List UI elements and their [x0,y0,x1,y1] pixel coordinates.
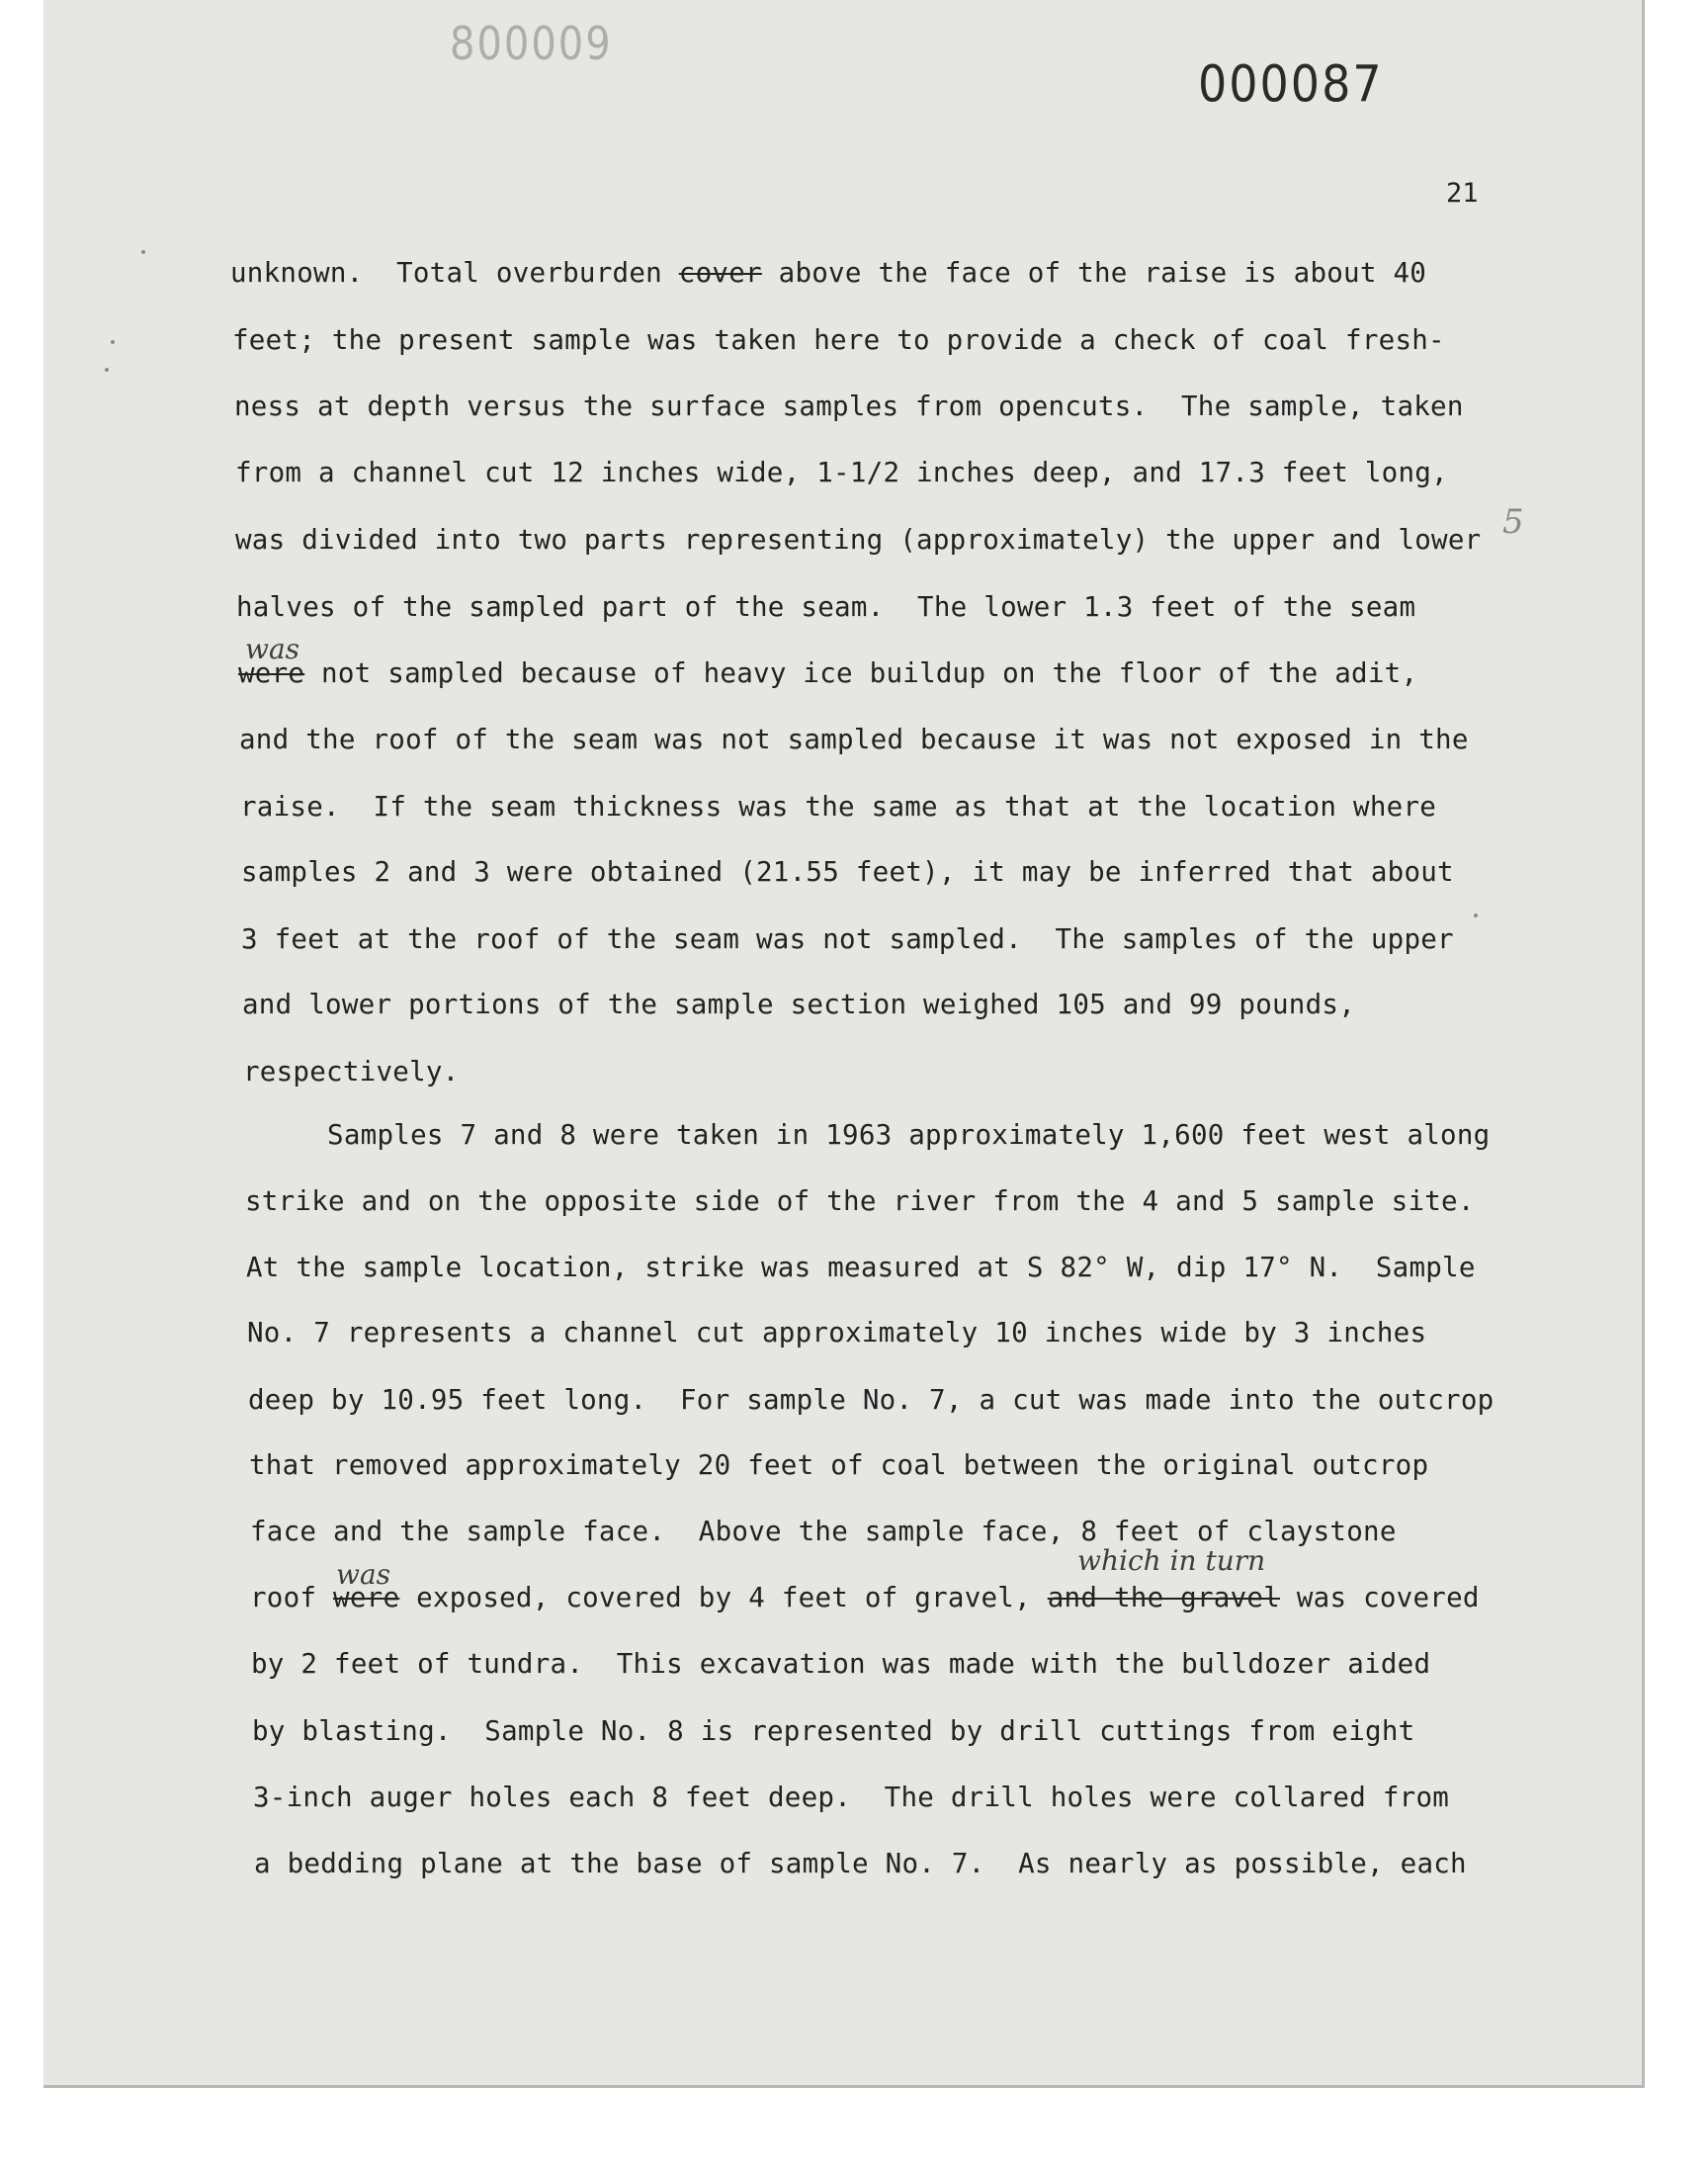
text-segment: unknown. Total overburden [230,257,679,289]
text-line-1 [230,257,1426,289]
text-line-10: samples 2 and 3 were obtained (21.55 feet), it may be inferred that about [241,856,1454,888]
struck-phrase: and the gravel [1047,1582,1281,1613]
text-line-9: raise. If the seam thickness was the same as that at the location where [240,791,1437,823]
handwritten-correction-was: was [245,633,300,665]
text-line-15: strike and on the opposite side of the river from the 4 and 5 sample site. [245,1185,1475,1217]
text-line-13: respectively. [243,1056,460,1088]
text-line-8: and the roof of the seam was not sampled because it was not exposed in the [239,724,1469,755]
text-line-6: halves of the sampled part of the seam. The lower 1.3 feet of the seam [236,591,1416,623]
text-line-23: by blasting. Sample No. 8 is represented by drill cuttings from eight [252,1715,1415,1747]
text-segment: exposed, covered by 4 feet of gravel, [399,1582,1048,1613]
struck-word: cover [678,257,762,289]
dust-speck [1474,914,1478,917]
text-line-3: ness at depth versus the surface samples from opencuts. The sample, taken [234,391,1464,422]
text-line-22: by 2 feet of tundra. This excavation was made with the bulldozer aided [251,1648,1431,1680]
text-segment: was covered [1280,1582,1480,1613]
faded-document-number: 800009 [450,18,613,71]
text-line-17: No. 7 represents a channel cut approximately 10 inches wide by 3 inches [247,1317,1427,1348]
text-line-20: face and the sample face. Above the sample face, 8 feet of claystone [250,1516,1397,1547]
text-line-4: from a channel cut 12 inches wide, 1-1/2 inches deep, and 17.3 feet long, [235,457,1448,488]
dust-speck [141,250,145,254]
text-line-18: deep by 10.95 feet long. For sample No. 7, a cut was made into the outcrop [248,1384,1494,1416]
text-line-2: feet; the present sample was taken here to provide a check of coal fresh- [232,324,1445,356]
struck-word: were [333,1582,400,1613]
handwritten-insertion-which-in-turn: which in turn [1077,1544,1266,1577]
text-line-12: and lower portions of the sample section weighed 105 and 99 pounds, [242,989,1356,1020]
document-number: 000087 [1198,54,1384,114]
text-segment: roof [250,1582,334,1613]
text-segment: above the face of the raise is about 40 [761,257,1427,289]
text-line-16: At the sample location, strike was measured at S 82° W, dip 17° N. Sample [246,1252,1476,1283]
dust-speck [105,368,109,372]
dust-speck [111,340,115,344]
text-line-14: Samples 7 and 8 were taken in 1963 approximately 1,600 feet west along [244,1119,1491,1151]
document-page [43,0,1645,2088]
struck-word: were [238,657,305,689]
text-segment: not sampled because of heavy ice buildup on the floor of the adit, [304,657,1418,689]
text-line-19: that removed approximately 20 feet of coal between the original outcrop [249,1449,1429,1481]
text-line-5: was divided into two parts representing (approximately) the upper and lower [235,524,1482,556]
text-line-24: 3-inch auger holes each 8 feet deep. The drill holes were collared from [253,1782,1450,1813]
text-line-21 [250,1582,1480,1613]
text-line-11: 3 feet at the roof of the seam was not sampled. The samples of the upper [241,923,1454,955]
handwritten-correction-was: was [336,1558,391,1591]
text-line-7 [238,657,1417,689]
page-number: 21 [1446,178,1479,209]
margin-mark: 5 [1502,502,1524,542]
text-line-25: a bedding plane at the base of sample No. 7. As nearly as possible, each [254,1848,1467,1879]
